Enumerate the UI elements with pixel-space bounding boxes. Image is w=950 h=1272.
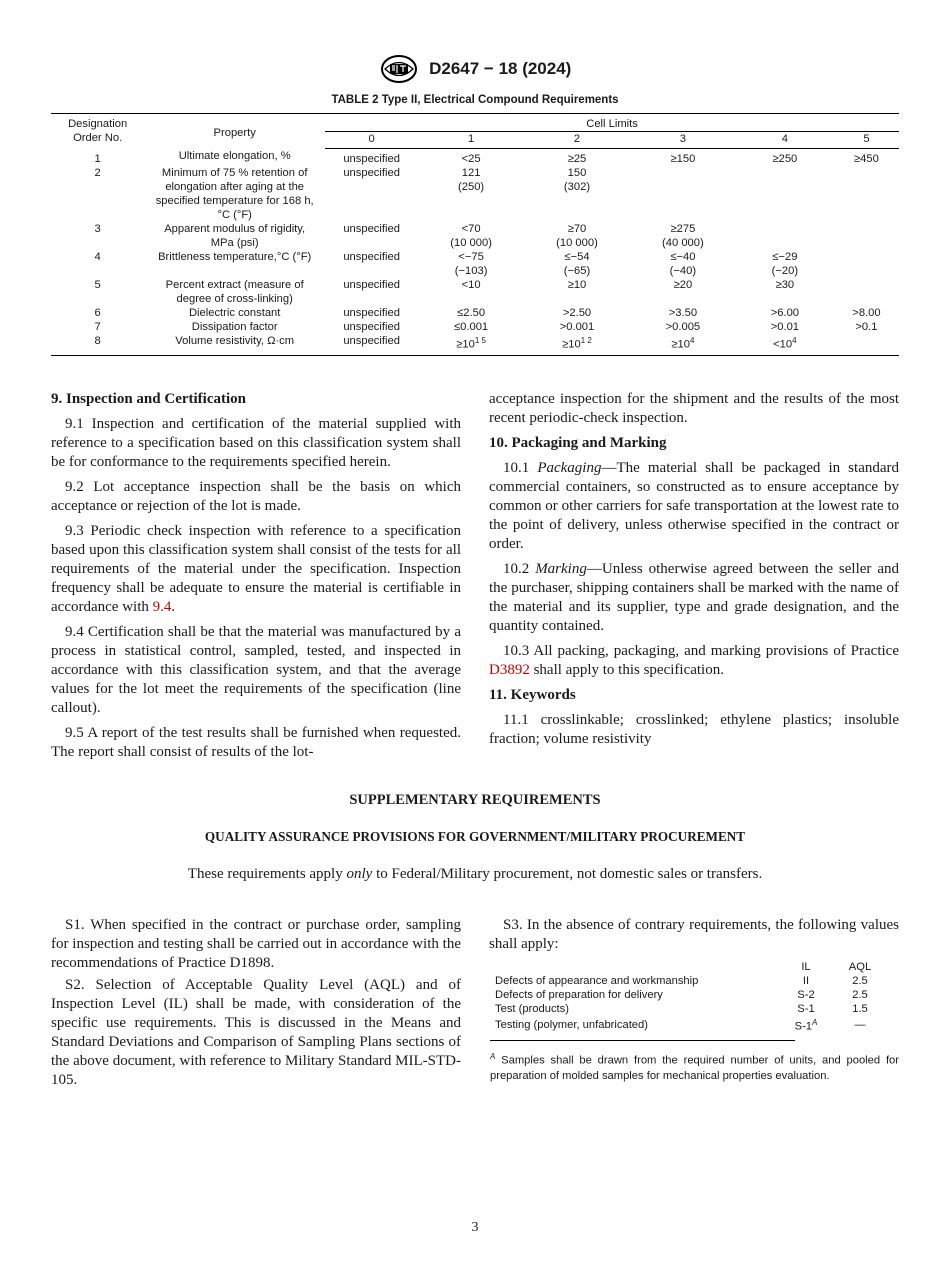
property-cell: Ultimate elongation, % bbox=[178, 149, 291, 162]
cell-limit-value: ≥275 (40 000) bbox=[662, 223, 704, 249]
cell-limit-col-2: 2 bbox=[524, 132, 630, 149]
packaging-term: Packaging bbox=[537, 460, 602, 476]
para-10-1 bbox=[489, 459, 899, 554]
cell-limit-value: ≤−40 (−40) bbox=[669, 251, 697, 277]
footnote-text: Samples shall be drawn from the required number of units, and pooled for preparation of molded samples for mechanical properties evaluation. bbox=[490, 1054, 899, 1082]
table-row bbox=[51, 149, 899, 167]
aql-row-label: Defects of appearance and workmanship bbox=[495, 975, 699, 987]
ref-9-4-link[interactable]: 9.4 bbox=[152, 599, 172, 615]
cell-limit-value: ≥10 bbox=[567, 279, 587, 291]
cell-limit-value bbox=[834, 334, 899, 355]
cell-limit-value: ≤−54 (−65) bbox=[563, 251, 591, 277]
aql-value: — bbox=[854, 1018, 866, 1031]
cell-limit-value: ≤0.001 bbox=[454, 321, 489, 333]
il-value bbox=[781, 974, 831, 988]
cell-limit-value: ≥250 bbox=[772, 153, 798, 165]
cell-limit-value: ≥30 bbox=[775, 279, 795, 291]
table-row bbox=[51, 166, 899, 222]
cell-value-base: ≥10 bbox=[671, 338, 690, 351]
designation-no: 8 bbox=[51, 334, 144, 355]
supp-right-column bbox=[489, 916, 899, 960]
supplementary-subtitle: QUALITY ASSURANCE PROVISIONS FOR GOVERNMENT/MILITARY PROCUREMENT bbox=[204, 829, 746, 844]
para-10-2-text: —Unless otherwise agreed between the seller and the purchaser, shipping containers shall be marked with the name of the material and its supplier, type and grade designation, and the quantity contained. bbox=[489, 561, 899, 634]
cell-limit-value bbox=[834, 278, 899, 306]
il-value-text: II bbox=[802, 975, 810, 987]
aql-value: 1.5 bbox=[852, 1003, 868, 1015]
cell-limit-value: ≥25 bbox=[567, 153, 587, 165]
cell-limit-value: unspecified bbox=[343, 279, 400, 291]
document-id: D2647 − 18 (2024) bbox=[429, 59, 572, 78]
aql-label-header bbox=[495, 960, 781, 974]
cell-value-exponent: 4 bbox=[792, 336, 797, 345]
para-s2: S2. Selection of Acceptable Quality Level (AQL) and of Inspection Level (IL) shall be made, with consideration of the specific use requirements. This is discussed in the Means and Standard Deviations and Comparison of Sampling Plans sections of the above document, with reference to Military Standard MIL-STD-105. bbox=[51, 977, 461, 1088]
cell-limit-col-5: 5 bbox=[834, 132, 899, 149]
marking-term: Marking bbox=[535, 561, 587, 577]
table-row bbox=[51, 320, 899, 334]
section-11-heading: 11. Keywords bbox=[489, 687, 576, 703]
cell-limit-value bbox=[834, 222, 899, 250]
aql-row-label: Testing (polymer, unfabricated) bbox=[495, 1018, 648, 1031]
para-9-4: 9.4 Certification shall be that the material was manufactured by a process in statistical control, sampled, tested, and inspected in accordance with this classification system, and that the average values for the lot meet the requirements of the specification (line callout). bbox=[51, 624, 461, 716]
ref-d3892-link[interactable]: D3892 bbox=[489, 662, 530, 678]
note-emphasis: only bbox=[346, 866, 373, 882]
para-s3: S3. In the absence of contrary requirements, the following values shall apply: bbox=[489, 917, 899, 952]
il-value-text: S-1 bbox=[797, 1003, 815, 1015]
left-column bbox=[51, 390, 461, 768]
note-text-a: These requirements apply bbox=[187, 866, 347, 882]
property-cell: Percent extract (measure of degree of cross-linking) bbox=[165, 279, 304, 305]
il-header: IL bbox=[801, 961, 811, 973]
designation-no: 1 bbox=[94, 152, 101, 165]
supp-left-column bbox=[51, 916, 461, 1096]
table-row bbox=[51, 306, 899, 320]
table-row bbox=[51, 250, 899, 278]
aql-footnote bbox=[490, 1049, 899, 1084]
table-title: TABLE 2 Type II, Electrical Compound Requirements bbox=[331, 94, 619, 106]
para-10-2 bbox=[489, 560, 899, 636]
cell-limit-value: unspecified bbox=[343, 321, 400, 333]
cell-limit-value: <25 bbox=[461, 153, 481, 165]
cell-limit-value bbox=[630, 166, 736, 222]
cell-limit-value bbox=[834, 166, 899, 222]
cell-limit-value: 150 (302) bbox=[563, 167, 591, 193]
page-header bbox=[0, 54, 950, 84]
cell-limit-value: unspecified bbox=[343, 153, 400, 165]
table-row bbox=[51, 222, 899, 250]
cell-limit-value: <70 (10 000) bbox=[450, 223, 492, 249]
aql-table bbox=[495, 960, 889, 1034]
cell-limit-col-0: 0 bbox=[325, 132, 418, 149]
aql-row bbox=[495, 974, 889, 988]
para-s1: S1. When specified in the contract or purchase order, sampling for inspection and testing shall be carried out in accordance with the recommendations of Practice D1898. bbox=[51, 917, 461, 971]
table-row bbox=[51, 278, 899, 306]
cell-limit-value: unspecified bbox=[325, 334, 418, 355]
para-9-1: 9.1 Inspection and certification of the material supplied with reference to a specification based on this classification system shall be for conformance to the requirements specified herein. bbox=[51, 416, 461, 470]
table-row bbox=[51, 334, 899, 355]
cell-limit-value: >0.01 bbox=[770, 321, 800, 333]
cell-value-exponent: 1 2 bbox=[580, 336, 592, 345]
cell-limit-value bbox=[736, 166, 834, 222]
property-cell: Minimum of 75 % retention of elongation after aging at the specified temperature for 168 h, °C (°F) bbox=[155, 167, 314, 221]
para-10-3 bbox=[489, 642, 899, 680]
para-10-2-num: 10.2 bbox=[503, 561, 536, 577]
property-cell: Brittleness temperature,°C (°F) bbox=[158, 251, 312, 263]
cell-limits-header: Cell Limits bbox=[325, 114, 899, 132]
cell-limit-value: >8.00 bbox=[852, 307, 881, 319]
section-10-heading: 10. Packaging and Marking bbox=[489, 435, 667, 451]
para-9-3 bbox=[51, 522, 461, 617]
para-10-3-text: 10.3 All packing, packaging, and marking provisions of Practice bbox=[503, 643, 899, 659]
para-11-1: 11.1 crosslinkable; crosslinked; ethylene plastics; insoluble fraction; volume resistivity bbox=[489, 712, 899, 747]
cell-limit-value: ≤2.50 bbox=[457, 307, 486, 319]
cell-limit-value: <−75 (−103) bbox=[454, 251, 488, 277]
cell-value-base: ≥10 bbox=[456, 338, 475, 351]
cell-value-base: ≥10 bbox=[562, 338, 581, 351]
cell-limit-value bbox=[418, 334, 524, 355]
cell-limit-col-3: 3 bbox=[630, 132, 736, 149]
para-9-5: 9.5 A report of the test results shall be furnished when requested. The report shall consist of results of the lot- bbox=[51, 725, 461, 760]
il-value bbox=[781, 988, 831, 1002]
cell-limit-value bbox=[736, 334, 834, 355]
property-cell: Dissipation factor bbox=[191, 321, 278, 333]
il-value bbox=[781, 1016, 831, 1034]
para-10-3-end: shall apply to this specification. bbox=[529, 662, 724, 678]
section-9-heading: 9. Inspection and Certification bbox=[51, 391, 246, 407]
cell-limit-value: ≥70 (10 000) bbox=[556, 223, 598, 249]
il-value-text: S-2 bbox=[797, 989, 815, 1001]
astm-logo-icon bbox=[379, 54, 419, 84]
aql-row bbox=[495, 1002, 889, 1016]
cell-limit-value: >3.50 bbox=[668, 307, 698, 319]
cell-limit-value: ≥450 bbox=[854, 153, 879, 165]
il-value bbox=[781, 1002, 831, 1016]
aql-value: 2.5 bbox=[852, 989, 868, 1001]
cell-limit-value bbox=[524, 334, 630, 355]
supplementary-title: SUPPLEMENTARY REQUIREMENTS bbox=[349, 792, 601, 808]
designation-no: 4 bbox=[94, 251, 101, 263]
para-10-1-num: 10.1 bbox=[503, 460, 538, 476]
property-cell: Apparent modulus of rigidity, MPa (psi) bbox=[164, 223, 306, 249]
cell-limit-value: ≤−29 (−20) bbox=[771, 251, 799, 277]
cell-limit-value bbox=[834, 250, 899, 278]
designation-no: 5 bbox=[94, 279, 101, 291]
cell-limit-value: ≥20 bbox=[673, 279, 693, 291]
supplementary-note bbox=[0, 866, 950, 883]
para-9-5-cont: acceptance inspection for the shipment and the results of the most recent periodic-check inspection. bbox=[489, 391, 899, 426]
property-cell: Dielectric constant bbox=[188, 307, 281, 319]
designation-no: 2 bbox=[94, 167, 101, 179]
aql-row bbox=[495, 1016, 889, 1034]
cell-limit-value: unspecified bbox=[343, 167, 400, 179]
right-column bbox=[489, 390, 899, 755]
para-9-3-end: . bbox=[171, 599, 176, 615]
cell-limit-col-1: 1 bbox=[418, 132, 524, 149]
cell-limit-value: >0.001 bbox=[559, 321, 595, 333]
il-footnote-marker: A bbox=[812, 1018, 818, 1027]
cell-limit-value: >0.005 bbox=[665, 321, 701, 333]
cell-limit-col-4: 4 bbox=[736, 132, 834, 149]
cell-limit-value: unspecified bbox=[343, 251, 400, 263]
electrical-requirements-table bbox=[51, 113, 899, 356]
aql-header: AQL bbox=[848, 961, 872, 973]
designation-header: Designation Order No. bbox=[51, 114, 144, 149]
cell-value-exponent: 1 5 bbox=[474, 336, 486, 345]
cell-value-base: <10 bbox=[773, 338, 793, 351]
cell-limit-value bbox=[630, 334, 736, 355]
cell-limit-value: <10 bbox=[461, 279, 481, 291]
cell-limit-value bbox=[736, 222, 834, 250]
para-9-2: 9.2 Lot acceptance inspection shall be the basis on which acceptance or rejection of the lot is made. bbox=[51, 479, 461, 514]
aql-value: 2.5 bbox=[852, 975, 868, 987]
designation-no: 6 bbox=[94, 307, 101, 319]
note-text-b: to Federal/Military procurement, not domestic sales or transfers. bbox=[372, 866, 763, 882]
para-9-3-text: 9.3 Periodic check inspection with reference to a specification based upon this classification system shall consist of the tests for all requirements of the material under the specification. Inspection frequency shall be adequate to ensure the material is certifiable in accordance with bbox=[51, 523, 461, 615]
property-cell: Volume resistivity, Ω·cm bbox=[144, 334, 325, 355]
footnote-marker: A bbox=[490, 1052, 496, 1061]
cell-limit-value: >2.50 bbox=[562, 307, 592, 319]
cell-limit-value: unspecified bbox=[343, 223, 400, 235]
cell-limit-value: ≥150 bbox=[670, 153, 696, 165]
cell-limit-value: >6.00 bbox=[770, 307, 800, 319]
aql-row bbox=[495, 988, 889, 1002]
cell-limit-value: 121 (250) bbox=[458, 167, 485, 193]
page-number: 3 bbox=[471, 1220, 479, 1235]
cell-limit-value: >0.1 bbox=[855, 321, 878, 333]
footnote-divider bbox=[490, 1040, 795, 1041]
cell-value-exponent: 4 bbox=[689, 336, 695, 345]
il-value-text: S-1 bbox=[794, 1020, 813, 1033]
cell-limit-value: unspecified bbox=[343, 307, 400, 319]
para-10-1-text: —The material shall be packaged in standard commercial containers, so constructed as to ensure acceptance by common or other carriers for safe transportation at the lowest rate to the point of delivery, unless otherwise specified in the contract or order. bbox=[489, 460, 899, 552]
aql-row-label: Defects of preparation for delivery bbox=[495, 989, 663, 1001]
property-header: Property bbox=[144, 114, 325, 149]
designation-no: 7 bbox=[94, 321, 101, 333]
designation-no: 3 bbox=[94, 223, 101, 235]
aql-row-label: Test (products) bbox=[495, 1003, 569, 1015]
